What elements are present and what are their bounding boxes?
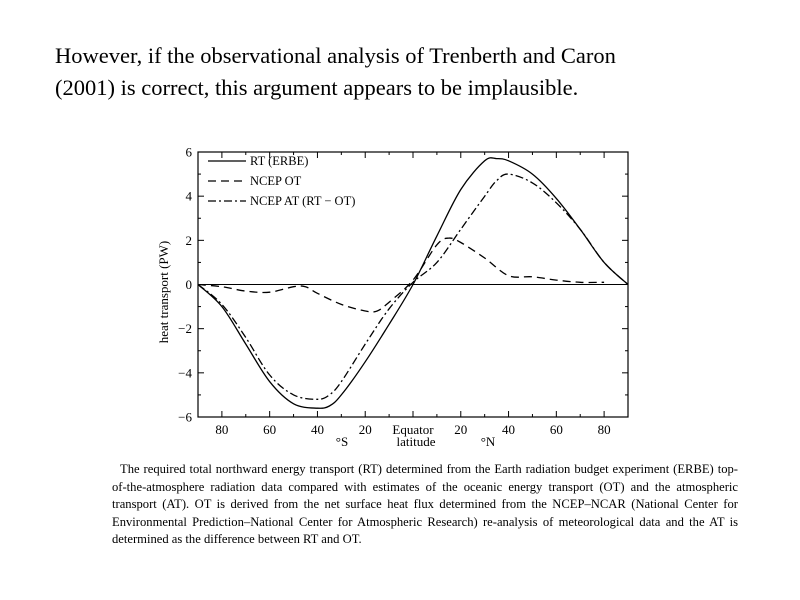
- x-tick-label: 20: [358, 422, 372, 437]
- x-tick-label: Equator: [392, 422, 434, 437]
- legend-label-ot: NCEP OT: [250, 174, 302, 188]
- x-tick-label: 80: [597, 422, 611, 437]
- y-tick-label: −2: [178, 321, 192, 337]
- north-hemisphere-label: °N: [480, 434, 496, 449]
- series-line-ot: [198, 238, 604, 312]
- heading-line-2: (2001) is correct, this argument appears to be implausible.: [55, 75, 579, 100]
- slide-heading: [55, 40, 775, 104]
- x-axis-label: latitude: [396, 434, 436, 449]
- south-hemisphere-label: °S: [335, 434, 349, 449]
- y-tick-label: −6: [178, 409, 192, 425]
- legend-label-rt: RT (ERBE): [250, 154, 309, 168]
- y-axis-label: heat transport (PW): [156, 240, 171, 344]
- y-tick-label: 6: [185, 144, 192, 160]
- heat-transport-chart: [150, 140, 640, 455]
- x-tick-label: 20: [454, 422, 468, 437]
- caption-text: The required total northward energy transport (RT) determined from the Earth radiation budget experiment (ERBE) top-of-the-atmosphere radiation data compared with estimates of the oceanic energy transport (OT) and the atmospheric transport (AT). OT is derived from the net surface heat flux determined from the NCEP–NCAR (National Center for Environmental Prediction–National Center for Atmospheric Research) re-analysis of meteorological data and the AT is determined as the difference between RT and OT.: [112, 462, 738, 546]
- x-tick-label: 60: [549, 422, 563, 437]
- legend: [208, 154, 355, 208]
- x-tick-label: 60: [263, 422, 277, 437]
- figure-caption: [112, 461, 738, 549]
- heading-line-1: However, if the observational analysis of Trenberth and Caron: [55, 43, 616, 68]
- x-tick-label: 40: [502, 422, 516, 437]
- y-tick-label: −4: [178, 365, 192, 381]
- x-tick-label: 80: [215, 422, 229, 437]
- y-tick-label: 4: [185, 188, 192, 204]
- legend-label-at: NCEP AT (RT − OT): [250, 194, 356, 208]
- y-tick-label: 0: [185, 277, 192, 292]
- x-tick-label: 40: [310, 422, 324, 437]
- y-tick-label: 2: [185, 232, 192, 248]
- y-tick-labels: [178, 145, 192, 425]
